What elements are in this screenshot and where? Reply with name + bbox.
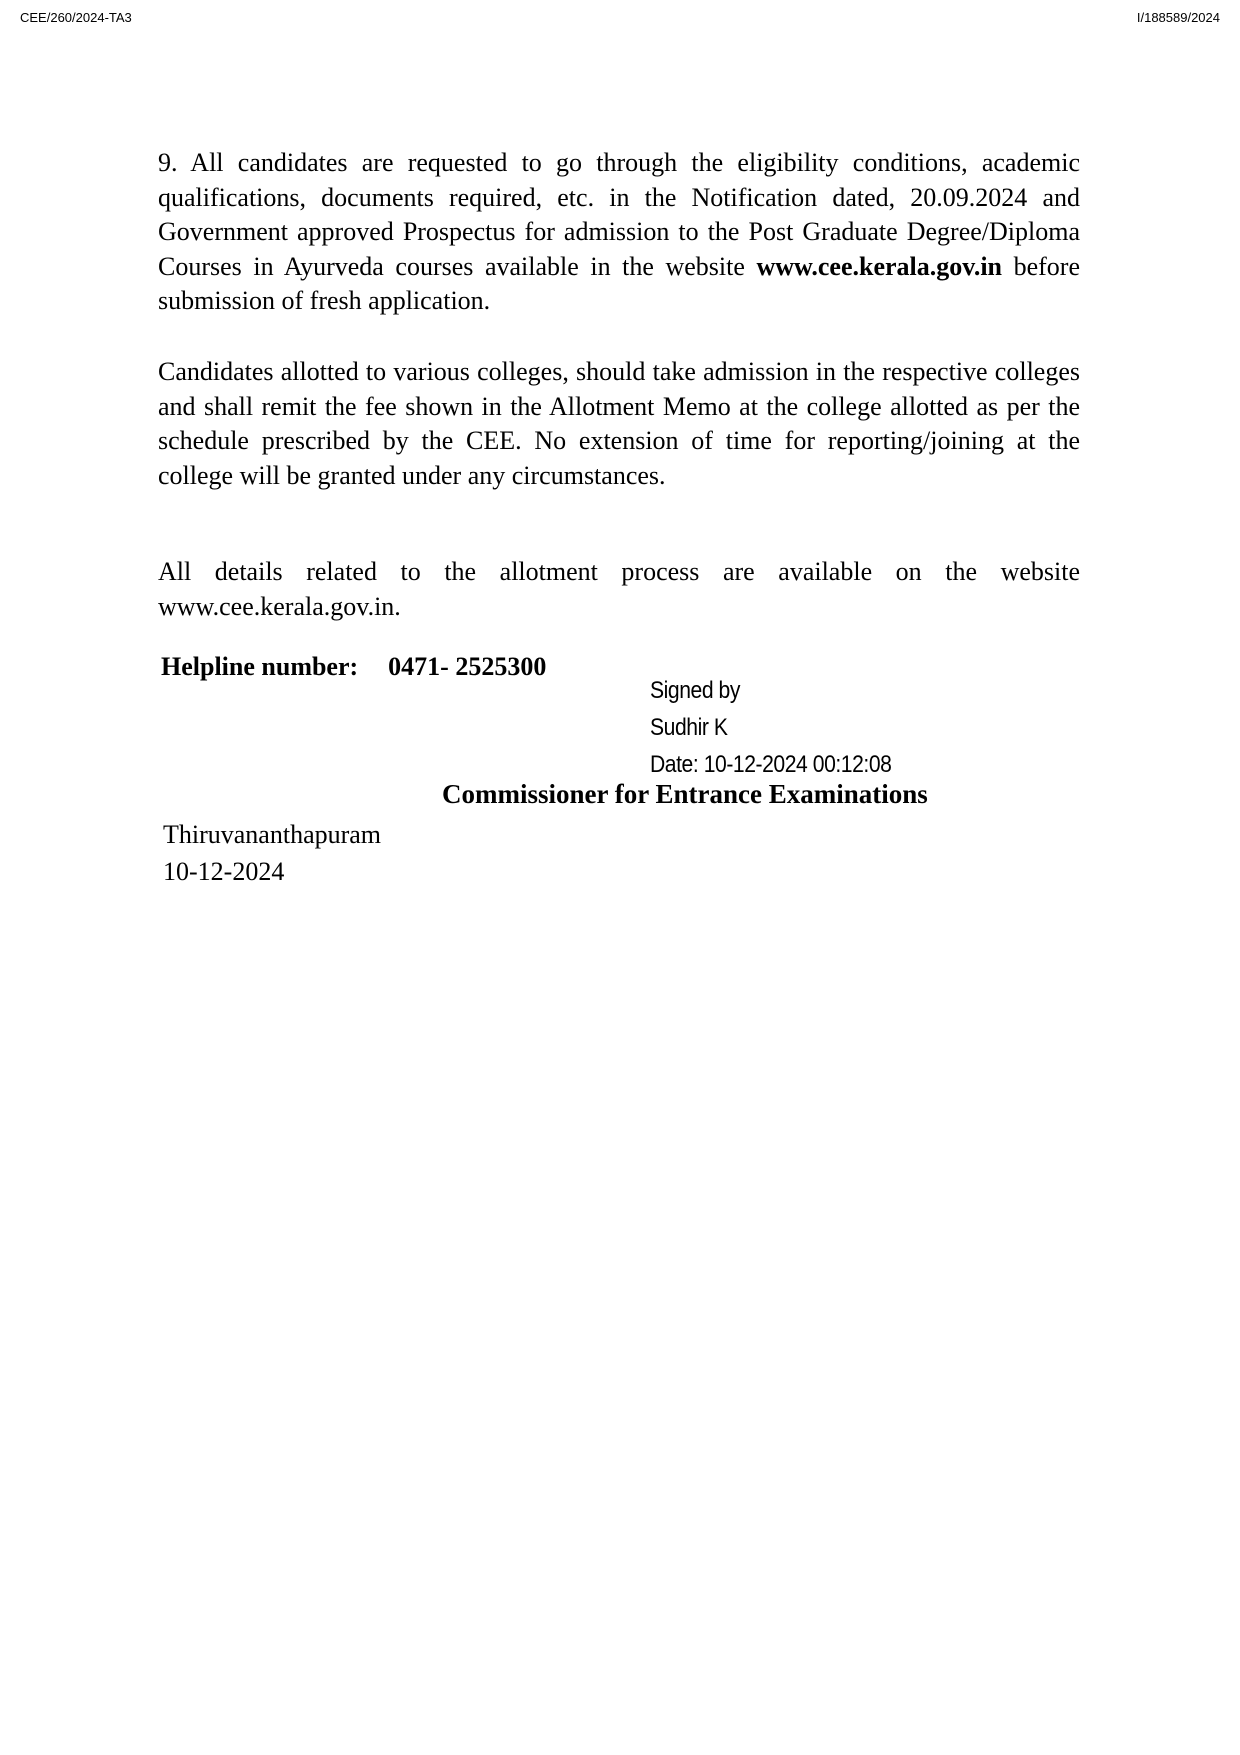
eligibility-text-end: before submission of fresh application.: [158, 251, 1080, 315]
eligibility-paragraph: [158, 146, 1080, 319]
helpline: [161, 652, 546, 682]
admission-paragraph: Candidates allotted to various colleges, should take admission in the respective colleges and shall remit the fee shown in the Allotment Memo at the college allotted as per the schedule prescribed by the CEE. No extension of time for reporting/joining at the college will be granted under any circumstances.: [158, 357, 1080, 490]
place: Thiruvananthapuram: [163, 820, 382, 849]
place-and-date: [163, 816, 381, 890]
digital-signature-block: [650, 672, 891, 783]
document-reference: I/188589/2024: [1136, 10, 1220, 25]
signature-date: Date: 10-12-2024 00:12:08: [650, 751, 892, 778]
helpline-number: 0471- 2525300: [388, 652, 547, 681]
website-link[interactable]: www.cee.kerala.gov.in: [756, 251, 1003, 281]
details-paragraph: All details related to the allotment process are available on the website www.cee.kerala.gov.in.: [158, 557, 1080, 621]
helpline-label: Helpline number:: [161, 652, 359, 681]
eligibility-text: 9. All candidates are requested to go through the eligibility conditions, academic qualifications, documents required, etc. in the Notification dated, 20.09.2024 and Government approved Prospectus for admission to the Post Graduate Degree/Diploma Courses in Ayurveda courses available in the website: [158, 148, 1080, 281]
issue-date: 10-12-2024: [163, 857, 285, 886]
signer-name: Sudhir K: [650, 714, 728, 741]
signed-by-label: Signed by: [650, 677, 740, 704]
file-reference: CEE/260/2024-TA3: [20, 10, 132, 25]
signatory-designation: Commissioner for Entrance Examinations: [442, 779, 928, 809]
